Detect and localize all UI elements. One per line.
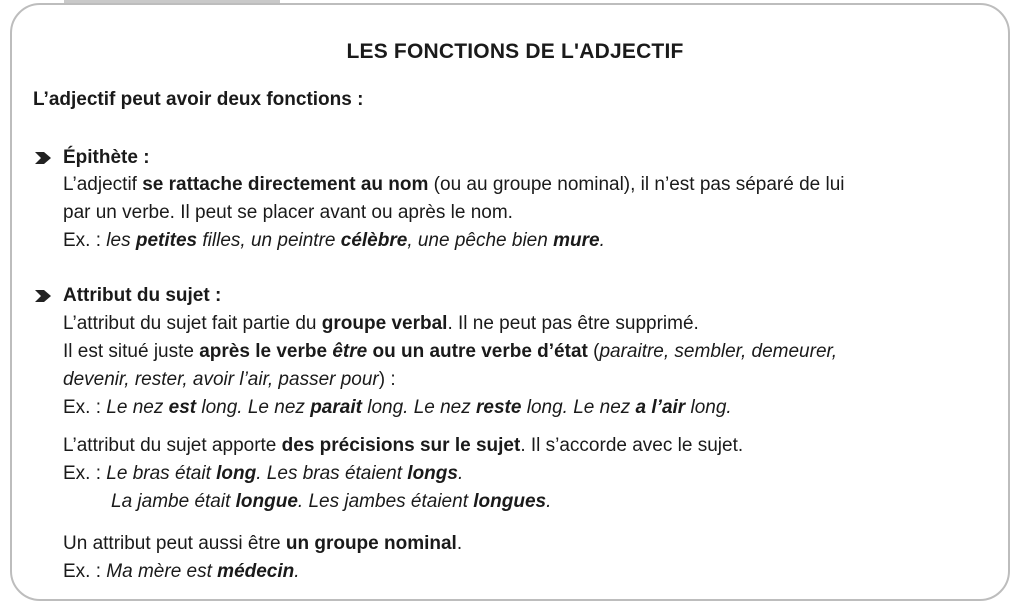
intro-text: L’adjectif peut avoir deux fonctions : bbox=[33, 89, 364, 110]
attribut-line-1 bbox=[63, 310, 699, 338]
text-span: . bbox=[294, 561, 300, 582]
text-span: L’attribut du sujet apporte bbox=[63, 435, 282, 456]
text-span: long. Le nez bbox=[361, 397, 477, 418]
epithete-line-2: par un verbe. Il peut se placer avant ou après le nom. bbox=[63, 202, 513, 223]
attribut-example-3 bbox=[63, 488, 551, 516]
text-span: se rattache directement au nom bbox=[142, 174, 429, 195]
text-span: paraitre, sembler, demeurer, bbox=[599, 341, 838, 362]
text-span: a l’air bbox=[635, 397, 686, 418]
text-span: mure bbox=[553, 230, 600, 251]
text-span: est bbox=[168, 397, 197, 418]
text-span: filles, un peintre bbox=[197, 230, 341, 251]
text-span: être bbox=[332, 341, 368, 362]
text-span: Ma mère est bbox=[106, 561, 218, 582]
text-span: Un attribut peut aussi être bbox=[63, 533, 286, 554]
text-span: longue bbox=[235, 491, 298, 512]
epithete-example bbox=[63, 227, 605, 255]
text-span: des précisions sur le sujet bbox=[281, 435, 521, 456]
attribut-paragraph-3 bbox=[63, 530, 462, 558]
example-label: Ex. : bbox=[63, 561, 107, 582]
attribut-example-1 bbox=[63, 394, 732, 422]
text-span: L’attribut du sujet fait partie du bbox=[63, 313, 322, 334]
text-span: long bbox=[216, 463, 257, 484]
text-span: reste bbox=[476, 397, 522, 418]
text-span: ( bbox=[587, 341, 600, 362]
page-title: LES FONCTIONS DE L'ADJECTIF bbox=[346, 40, 684, 63]
text-span: longues bbox=[473, 491, 547, 512]
attribut-heading: Attribut du sujet : bbox=[63, 285, 222, 306]
text-span: La jambe était bbox=[111, 491, 236, 512]
text-span: . bbox=[599, 230, 605, 251]
attribut-line-3 bbox=[63, 366, 396, 394]
text-span: médecin bbox=[217, 561, 295, 582]
text-span: . bbox=[546, 491, 552, 512]
text-span: (ou au groupe nominal), il n’est pas séparé de lui bbox=[428, 174, 845, 195]
text-span: . Les jambes étaient bbox=[297, 491, 474, 512]
arrow-bullet-icon bbox=[33, 150, 53, 166]
text-span: Le bras était bbox=[106, 463, 217, 484]
text-span: les bbox=[106, 230, 136, 251]
epithete-heading: Épithète : bbox=[63, 147, 150, 168]
text-span: . bbox=[456, 533, 463, 554]
text-span: Il est situé juste bbox=[63, 341, 200, 362]
attribut-example-2 bbox=[63, 460, 463, 488]
text-span: petites bbox=[135, 230, 198, 251]
text-span: un groupe nominal bbox=[285, 533, 457, 554]
example-label: Ex. : bbox=[63, 397, 107, 418]
text-span: long. Le nez bbox=[196, 397, 311, 418]
text-span: , une pêche bien bbox=[407, 230, 554, 251]
text-span: . bbox=[457, 463, 464, 484]
text-span: long. bbox=[685, 397, 732, 418]
text-span: longs bbox=[407, 463, 458, 484]
attribut-line-2 bbox=[63, 338, 837, 366]
text-span: L’adjectif bbox=[63, 174, 143, 195]
text-span: ou un autre verbe d’état bbox=[367, 341, 588, 362]
attribut-paragraph-2 bbox=[63, 432, 743, 460]
example-label: Ex. : bbox=[63, 463, 107, 484]
text-span: long. Le nez bbox=[521, 397, 636, 418]
text-span: ) : bbox=[378, 369, 396, 390]
example-label: Ex. : bbox=[63, 230, 107, 251]
text-span: . Il s’accorde avec le sujet. bbox=[520, 435, 744, 456]
text-span: après le verbe bbox=[199, 341, 333, 362]
text-span: Le nez bbox=[106, 397, 169, 418]
epithete-line-1 bbox=[63, 171, 845, 199]
attribut-example-4 bbox=[63, 558, 300, 586]
text-span: groupe verbal bbox=[321, 313, 448, 334]
text-span: . Les bras étaient bbox=[256, 463, 408, 484]
text-span: célèbre bbox=[340, 230, 408, 251]
text-span: . Il ne peut pas être supprimé. bbox=[447, 313, 699, 334]
arrow-bullet-icon bbox=[33, 288, 53, 304]
text-span: parait bbox=[310, 397, 362, 418]
text-span: devenir, rester, avoir l’air, passer pour bbox=[63, 369, 379, 390]
